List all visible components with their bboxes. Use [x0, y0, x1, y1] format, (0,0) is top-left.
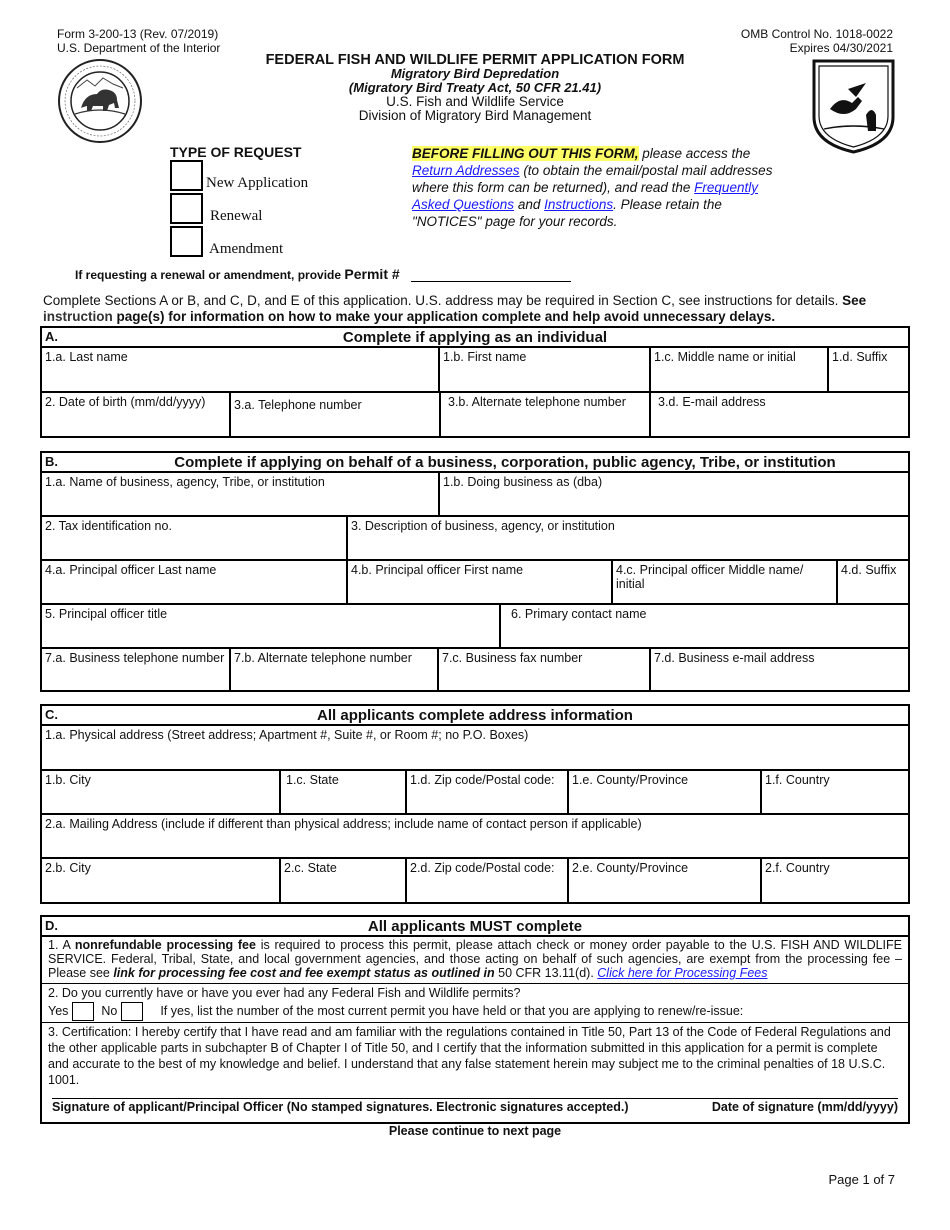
signature-field[interactable] — [52, 1098, 898, 1099]
b-officer-title-field[interactable]: 5. Principal officer title — [42, 605, 501, 649]
a-suffix-field[interactable]: 1.d. Suffix — [829, 348, 908, 393]
c-mailing-state-field[interactable]: 2.c. State — [281, 859, 407, 902]
form-header-right — [741, 27, 893, 55]
omb-control: OMB Control No. 1018-0022 — [740, 27, 893, 41]
intro-bold-2: page(s) for information on how to make your application complete and help avoid unnecessary delays. — [112, 309, 776, 324]
c-county-field[interactable]: 1.e. County/Province — [569, 771, 762, 815]
agency-name: U.S. Fish and Wildlife Service — [386, 94, 564, 109]
a-last-name-field[interactable]: 1.a. Last name — [42, 348, 440, 393]
new-application-label: New Application — [206, 175, 309, 191]
form-subtitle: Migratory Bird Depredation — [390, 66, 560, 81]
permit-history-question — [42, 984, 908, 1023]
section-b-header — [42, 453, 908, 473]
page-number: Page 1 of 7 — [828, 1172, 895, 1187]
fee-text-1: 1. A — [48, 938, 75, 952]
section-d-header — [42, 917, 908, 937]
form-title-block — [0, 53, 950, 123]
intro-instructions — [43, 293, 913, 325]
a-telephone-field[interactable]: 3.a. Telephone number — [231, 393, 441, 437]
no-label: No — [101, 1003, 118, 1018]
a-middle-name-field[interactable]: 1.c. Middle name or initial — [651, 348, 829, 393]
section-heading: All applicants MUST complete — [367, 918, 583, 935]
renewal-label: Renewal — [210, 208, 263, 224]
instructions-link[interactable]: Instructions — [544, 197, 614, 212]
before-text-4: . Please retain the "NOTICES" page for your records. — [412, 197, 722, 229]
department-name: U.S. Department of the Interior — [57, 41, 221, 55]
c-mailing-city-field[interactable]: 2.b. City — [42, 859, 281, 902]
certification-text: 3. Certification: I hereby certify that I have read and am familiar with the regulations contained in Title 50, Part 13 of the Code of Federal Regulations and the other applicable parts in subchapter B of Chapter I of Title 50, and I certify that the information submitted in this application for a permit is complete and accurate to the best of my knowledge and belief. I understand that any false statement herein may subject me to the criminal penalties of 18 U.S.C. 1001. — [48, 1025, 891, 1087]
b-primary-contact-field[interactable]: 6. Primary contact name — [501, 605, 908, 649]
q2-followup: If yes, list the number of the most current permit you have held or that you are applying to renew/re-issue: — [160, 1003, 744, 1018]
section-letter: B. — [45, 454, 58, 469]
fee-bold: nonrefundable processing fee — [74, 938, 256, 952]
section-d — [40, 915, 910, 1124]
a-first-name-field[interactable]: 1.b. First name — [440, 348, 651, 393]
section-heading: Complete if applying on behalf of a business, corporation, public agency, Tribe, or institution — [174, 454, 836, 471]
form-title: FEDERAL FISH AND WILDLIFE PERMIT APPLICATION FORM — [265, 52, 685, 68]
section-heading: All applicants complete address information — [317, 707, 633, 724]
before-text-2: (to obtain the email/postal mail addresses where this form can be returned), and read the — [412, 163, 773, 195]
division-name: Division of Migratory Bird Management — [358, 108, 592, 123]
b-tax-id-field[interactable]: 2. Tax identification no. — [42, 517, 348, 561]
return-addresses-link[interactable]: Return Addresses — [412, 163, 520, 178]
a-dob-field[interactable]: 2. Date of birth (mm/dd/yyyy) — [42, 393, 231, 437]
b-officer-last-name-field[interactable]: 4.a. Principal officer Last name — [42, 561, 348, 605]
section-letter: C. — [45, 707, 58, 722]
intro-text: Complete Sections A or B, and C, D, and E of this application. U.S. address may be required in Section C, see instructions for details. — [43, 293, 839, 308]
before-text-3: and — [514, 197, 545, 212]
section-c — [40, 704, 910, 904]
fee-text-2: is required to process this permit, please attach check or money order payable to the U.S. FISH AND WILDLIFE SERVICE. Federal, Tribal, State, and local government agencies, and those acting on behalf of such agencies, are exempt from the processing fee – Please see — [48, 938, 902, 980]
instruction-link[interactable]: instruction — [43, 309, 113, 324]
fee-text-3: 50 CFR 13.11(d). — [494, 966, 598, 980]
b-alt-telephone-field[interactable]: 7.b. Alternate telephone number — [231, 649, 439, 690]
yes-label: Yes — [48, 1003, 69, 1018]
signature-label: Signature of applicant/Principal Officer (No stamped signatures. Electronic signatures accepted.) — [52, 1100, 629, 1114]
before-text-1: please access the — [638, 146, 751, 161]
before-filling-notice — [412, 145, 792, 230]
b-business-name-field[interactable]: 1.a. Name of business, agency, Tribe, or institution — [42, 473, 440, 517]
intro-bold-1: See — [838, 293, 867, 308]
b-officer-suffix-field[interactable]: 4.d. Suffix — [838, 561, 908, 605]
type-of-request-heading: TYPE OF REQUEST — [170, 144, 302, 160]
yes-checkbox[interactable] — [72, 1002, 94, 1021]
b-officer-first-name-field[interactable]: 4.b. Principal officer First name — [348, 561, 613, 605]
amendment-label: Amendment — [209, 241, 284, 257]
b-officer-middle-name-field[interactable]: 4.c. Principal officer Middle name/ initial — [613, 561, 838, 605]
c-physical-address-field[interactable]: 1.a. Physical address (Street address; Apartment #, Suite #, or Room #; no P.O. Boxes) — [42, 726, 908, 771]
b-dba-field[interactable]: 1.b. Doing business as (dba) — [440, 473, 908, 517]
signature-date-label: Date of signature (mm/dd/yyyy) — [711, 1100, 898, 1114]
form-number: Form 3-200-13 (Rev. 07/2019) — [57, 27, 219, 41]
q2-text: 2. Do you currently have or have you ever had any Federal Fish and Wildlife permits? — [48, 986, 521, 1000]
b-fax-field[interactable]: 7.c. Business fax number — [439, 649, 651, 690]
a-email-field[interactable]: 3.d. E-mail address — [658, 395, 766, 409]
b-email-field[interactable]: 7.d. Business e-mail address — [654, 651, 815, 665]
form-header-left — [57, 27, 220, 55]
permit-number-field[interactable] — [411, 270, 571, 282]
section-c-header — [42, 706, 908, 726]
processing-fee-notice — [42, 937, 908, 984]
fee-bold-italic: link for processing fee cost and fee exempt status as outlined in — [113, 966, 495, 980]
expiration-date: Expires 04/30/2021 — [789, 41, 893, 55]
permit-number-row — [75, 266, 571, 282]
no-checkbox[interactable] — [121, 1002, 143, 1021]
section-b — [40, 451, 910, 692]
b-description-field[interactable]: 3. Description of business, agency, or institution — [348, 517, 908, 561]
form-regulation: (Migratory Bird Treaty Act, 50 CFR 21.41) — [348, 80, 602, 95]
b-business-telephone-field[interactable]: 7.a. Business telephone number — [42, 649, 231, 690]
c-zip-field[interactable]: 1.d. Zip code/Postal code: — [407, 771, 569, 815]
c-country-field[interactable]: 1.f. Country — [762, 771, 908, 815]
permit-prompt: If requesting a renewal or amendment, provide — [75, 268, 342, 282]
c-mailing-county-field[interactable]: 2.e. County/Province — [569, 859, 762, 902]
section-letter: A. — [45, 329, 58, 344]
a-alt-telephone-field[interactable]: 3.b. Alternate telephone number — [441, 393, 651, 437]
c-mailing-country-field[interactable]: 2.f. Country — [765, 861, 830, 875]
renewal-checkbox[interactable] — [170, 193, 203, 224]
amendment-checkbox[interactable] — [170, 226, 203, 257]
section-a — [40, 326, 910, 438]
section-letter: D. — [45, 918, 58, 933]
section-heading: Complete if applying as an individual — [342, 329, 608, 346]
section-a-header — [42, 328, 908, 348]
continue-notice: Please continue to next page — [388, 1124, 562, 1138]
permit-label: Permit # — [344, 266, 400, 282]
processing-fees-link[interactable]: Click here for Processing Fees — [597, 966, 768, 980]
c-mailing-zip-field[interactable]: 2.d. Zip code/Postal code: — [407, 859, 569, 902]
new-application-checkbox[interactable] — [170, 160, 203, 191]
before-highlight: BEFORE FILLING OUT THIS FORM, — [412, 146, 639, 161]
c-city-field[interactable]: 1.b. City — [42, 771, 281, 815]
c-mailing-address-field[interactable]: 2.a. Mailing Address (include if different than physical address; include name of contact person if applicable) — [42, 815, 908, 859]
signature-labels — [52, 1100, 898, 1114]
c-state-field[interactable]: 1.c. State — [281, 771, 407, 815]
faq-link[interactable]: Frequently Asked Questions — [412, 180, 758, 212]
